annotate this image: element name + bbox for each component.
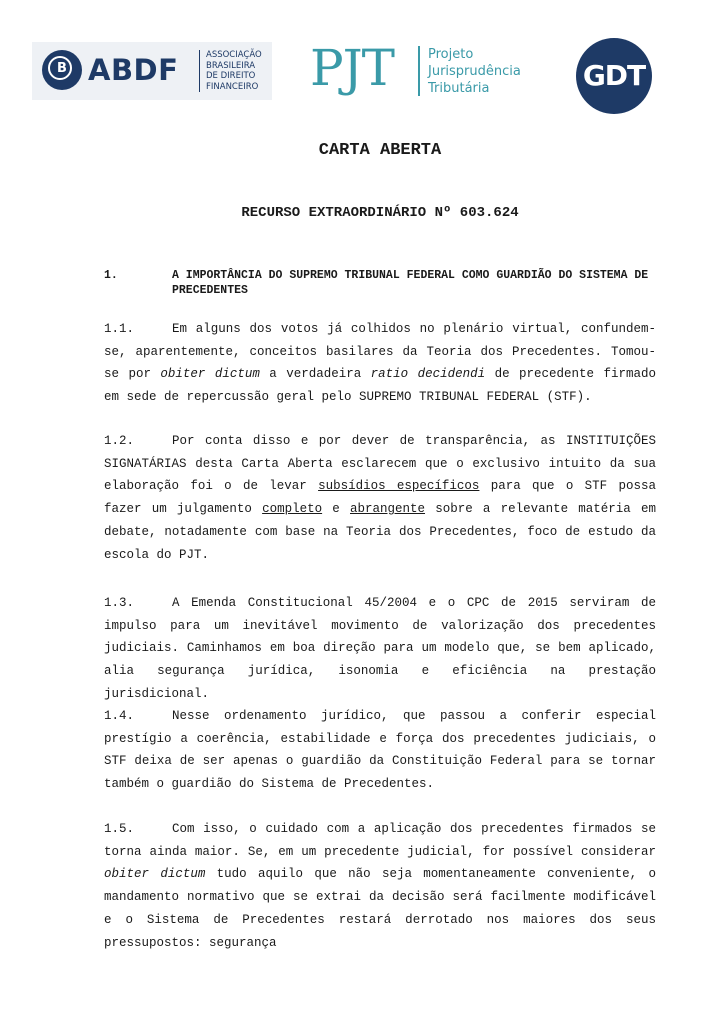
- section-number: 1.: [104, 269, 118, 282]
- paragraph-number: 1.4.: [104, 709, 135, 723]
- paragraph-underlined-term: abrangente: [350, 502, 426, 517]
- paragraph-text: Por conta disso e por dever de transparência, as INSTITUIÇÕES SIGNATÁRIAS desta Carta Aberta esclarecem que o exclusivo intuito da sua elaboração foi o de levar: [104, 434, 656, 494]
- paragraph-underlined-term: subsídios específicos: [318, 479, 480, 494]
- abdf-logo-divider: [199, 50, 200, 92]
- paragraph-italic-term: ratio decidendi: [370, 367, 486, 382]
- header-logos: [0, 38, 724, 118]
- paragraph-1-5: [104, 818, 656, 954]
- abdf-logo-subtitle: ASSOCIAÇÃO BRASILEIRA DE DIREITO FINANCEIRO: [206, 50, 262, 92]
- paragraph-text: para que o STF possa fazer um julgamento: [104, 479, 656, 517]
- abdf-logo-name: ABDF: [88, 53, 179, 87]
- document-subtitle: RECURSO EXTRAORDINÁRIO Nº 603.624: [241, 205, 519, 221]
- document-title: CARTA ABERTA: [318, 141, 442, 160]
- paragraph-1-3: [104, 592, 656, 706]
- paragraph-text: de precedente firmado em sede de repercussão geral pelo SUPREMO TRIBUNAL FEDERAL (STF).: [104, 367, 656, 405]
- paragraph-text: e: [322, 502, 350, 517]
- paragraph-italic-term: obiter dictum: [104, 867, 206, 882]
- paragraph-number: 1.5.: [104, 822, 135, 836]
- paragraph-italic-term: obiter dictum: [160, 367, 260, 382]
- paragraph-text: tudo aquilo que não seja momentaneamente conveniente, o mandamento normativo que se extrai da decisão será facilmente modificável e o Sistema de Precedentes restará derrotado nos maiores dos seus pressupostos: segurança: [104, 867, 656, 950]
- pjt-logo-divider: [418, 46, 420, 96]
- paragraph-text: Nesse ordenamento jurídico, que passou a conferir especial prestígio a coerência, estabilidade e força dos precedentes judiciais, o STF deixa de ser apenas o guardião da Constituição Federal para se tornar também o guardião do Sistema de Precedentes.: [104, 709, 656, 792]
- abdf-logo: [32, 42, 272, 100]
- paragraph-text: Em alguns dos votos já colhidos no plenário virtual, confundem-se, aparentemente, conceitos basilares da Teoria dos Precedentes. Tomou-se por: [104, 322, 656, 382]
- paragraph-number: 1.3.: [104, 596, 135, 610]
- abdf-emblem-icon: B: [42, 50, 82, 90]
- paragraph-number: 1.1.: [104, 322, 135, 336]
- paragraph-underlined-term: completo: [262, 502, 323, 517]
- pjt-logo-subtitle: Projeto Jurisprudência Tributária: [428, 47, 521, 96]
- section-heading-text: A IMPORTÂNCIA DO SUPREMO TRIBUNAL FEDERAL COMO GUARDIÃO DO SISTEMA DE PRECEDENTES: [172, 269, 649, 297]
- section-1-heading: [104, 268, 656, 298]
- pjt-logo-mark: PJT: [310, 39, 395, 97]
- paragraph-1-4: [104, 705, 656, 796]
- gdt-logo-mark: GDT: [582, 59, 646, 92]
- paragraph-text: a verdadeira: [259, 367, 371, 382]
- paragraph-text: sobre a relevante matéria em debate, notadamente com base na Teoria dos Precedentes, foco de estudo da escola do PJT.: [104, 502, 656, 562]
- paragraph-text: A Emenda Constitucional 45/2004 e o CPC de 2015 serviram de impulso para um inevitável movimento de valorização dos precedentes judiciais. Caminhamos em boa direção para um modelo que, se bem aplicado, alia segurança jurídica, isonomia e eficiência na prestação jurisdicional.: [104, 596, 656, 701]
- pjt-logo: [308, 38, 538, 108]
- paragraph-text: Com isso, o cuidado com a aplicação dos precedentes firmados se torna ainda maior. Se, em um precedente judicial, for possível considerar: [104, 822, 656, 859]
- paragraph-1-1: [104, 318, 656, 409]
- paragraph-1-2: [104, 430, 656, 566]
- paragraph-number: 1.2.: [104, 434, 135, 448]
- gdt-logo: [576, 38, 652, 114]
